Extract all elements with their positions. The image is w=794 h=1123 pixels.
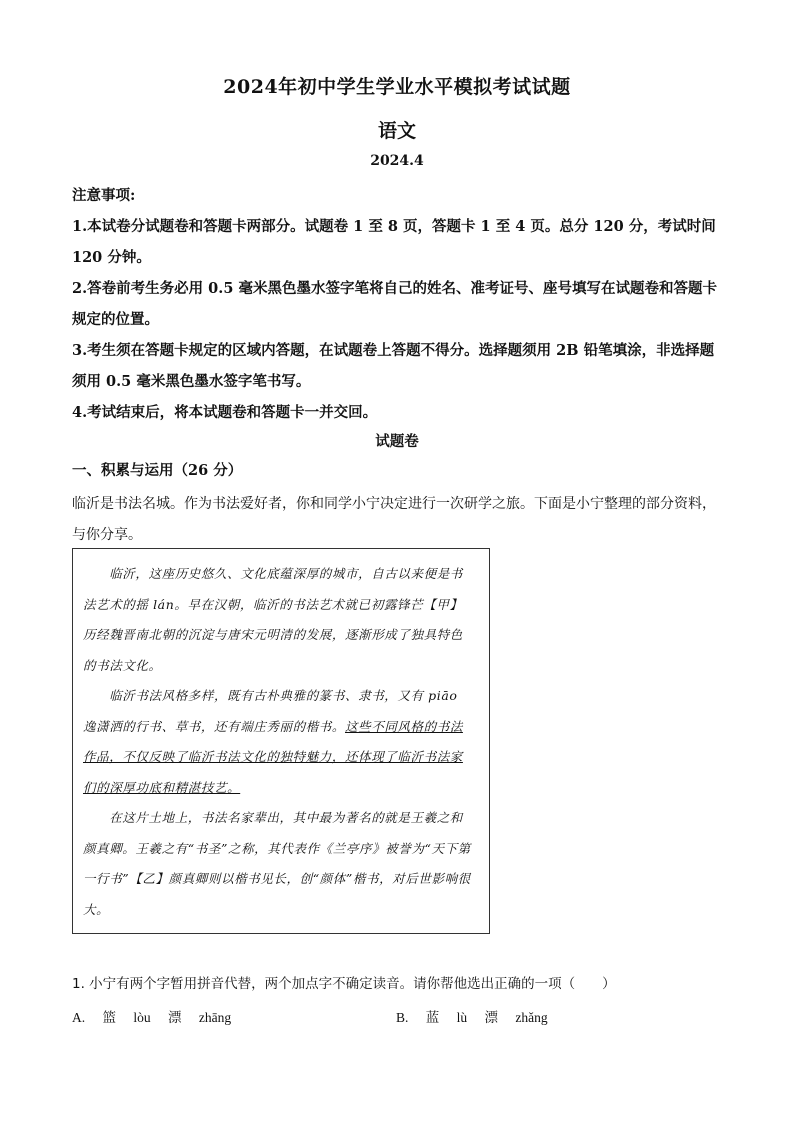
option-b-part-1: 蓝 bbox=[425, 1010, 440, 1025]
notice-item-1: 1.本试卷分试题卷和答题卡两部分。试题卷 1 至 8 页，答题卡 1 至 4 页。总分 120 分，考试时间 120 分钟。 bbox=[72, 218, 716, 266]
intro-paragraph: 临沂是书法名城。作为书法爱好者，你和同学小宁决定进行一次研学之旅。下面是小宁整理的部分资料，与你分享。 bbox=[72, 496, 716, 543]
passage-paragraph-3 bbox=[83, 803, 473, 925]
option-a-part-1: 篮 bbox=[102, 1010, 116, 1025]
passage-p1-text: 临沂，这座历史悠久、文化底蕴深厚的城市，自古以来便是书法艺术的摇 lán。早在汉朝，临沂的书法艺术就已初露锋芒【甲】历经魏晋南北朝的沉淀与唐宋元明清的发展，逐渐形成了独具特色的书法文化。 bbox=[83, 566, 463, 673]
option-b-part-3: 漂 bbox=[484, 1010, 499, 1025]
passage-paragraph-2 bbox=[83, 681, 473, 803]
notice-block bbox=[72, 180, 724, 428]
option-b-part-2: lù bbox=[456, 1010, 468, 1025]
notice-item-3: 3.考生须在答题卡规定的区域内答题，在试题卷上答题不得分。选择题须用 2B 铅笔填涂，非选择题须用 0.5 毫米黑色墨水签字笔书写。 bbox=[72, 342, 715, 390]
option-a[interactable] bbox=[72, 1006, 245, 1026]
passage-p2-text: 临沂书法风格多样，既有古朴典雅的篆书、隶书，又有 piāo 逸潇洒的行书、草书，还有端庄秀丽的楷书。 bbox=[83, 688, 458, 734]
passage-paragraph-1 bbox=[83, 559, 473, 681]
exam-date: 2024.4 bbox=[370, 153, 424, 169]
option-b-label: B. bbox=[396, 1010, 409, 1025]
option-a-part-3: 漂 bbox=[168, 1010, 182, 1025]
underlined-sentence: 这些不同风格的书法作品，不仅反映了临沂书法文化的独特魅力，还体现了临沂书法家们的深厚功底和精湛技艺。 bbox=[83, 718, 463, 795]
exam-title: 2024年初中学生学业水平模拟考试试题 bbox=[223, 76, 571, 98]
subject-title: 语文 bbox=[377, 120, 416, 142]
option-b[interactable] bbox=[396, 1006, 562, 1026]
option-a-label: A. bbox=[72, 1010, 86, 1025]
intro-text bbox=[72, 489, 724, 551]
passage-box bbox=[72, 548, 490, 934]
paper-heading: 试题卷 bbox=[375, 433, 419, 450]
passage-p3-text: 在这片土地上，书法名家辈出，其中最为著名的就是王羲之和颜真卿。王羲之有“书圣”之称，其代表作《兰亭序》被誉为“天下第一行书”【乙】颜真卿则以楷书见长，创“颜体”楷书，对后世影响很大。 bbox=[83, 810, 471, 917]
question-1-stem: 1. 小宁有两个字暂用拼音代替，两个加点字不确定读音。请你帮他选出正确的一项（ ） bbox=[72, 976, 616, 992]
option-a-part-4: zhāng bbox=[198, 1010, 232, 1025]
option-a-part-2: lòu bbox=[133, 1010, 151, 1025]
option-b-part-4: zhǎng bbox=[515, 1010, 548, 1025]
section-heading: 一、积累与运用（26 分） bbox=[72, 462, 243, 479]
notice-item-4: 4.考试结束后，将本试题卷和答题卡一并交回。 bbox=[72, 404, 378, 421]
notice-item-2: 2.答卷前考生务必用 0.5 毫米黑色墨水签字笔将自己的姓名、准考证号、座号填写在试题卷和答题卡规定的位置。 bbox=[72, 280, 717, 328]
notice-heading: 注意事项: bbox=[72, 187, 136, 204]
